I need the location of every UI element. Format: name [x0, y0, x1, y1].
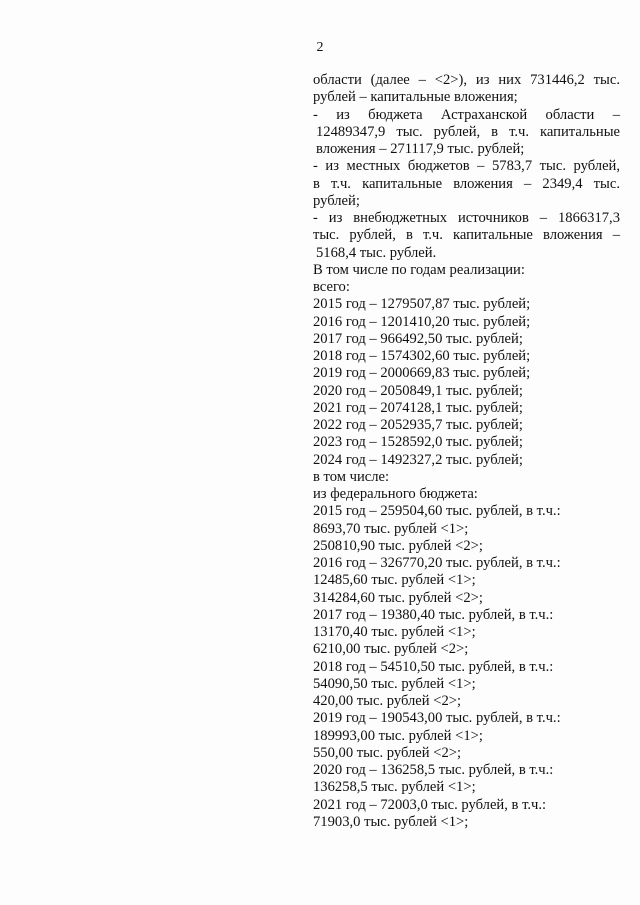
text-line: 2016 год – 1201410,20 тыс. рублей; [313, 313, 531, 330]
text-line: тыс. рублей, в т.ч. капитальные вложения – [313, 227, 620, 244]
text-line: - из местных бюджетов – 5783,7 тыс. рублей, [313, 158, 620, 175]
text-line: 54090,50 тыс. рублей <1>; [313, 675, 476, 692]
text-line: 2015 год – 259504,60 тыс. рублей, в т.ч.: [313, 503, 561, 520]
text-line: рублей – капитальные вложения; [313, 89, 518, 106]
text-line: - из бюджета Астраханской области – [313, 106, 620, 123]
text-line: в том числе: [313, 468, 390, 485]
text-line: рублей; [313, 192, 360, 209]
text-line: 189993,00 тыс. рублей <1>; [313, 727, 483, 744]
text-line: 8693,70 тыс. рублей <1>; [313, 520, 469, 537]
text-line: 2020 год – 2050849,1 тыс. рублей; [313, 382, 523, 399]
text-line: 2022 год – 2052935,7 тыс. рублей; [313, 417, 523, 433]
text-line: 250810,90 тыс. рублей <2>; [313, 537, 483, 554]
text-line: 2023 год – 1528592,0 тыс. рублей; [313, 434, 523, 451]
text-line: 2024 год – 1492327,2 тыс. рублей; [313, 451, 523, 468]
text-line: 2018 год – 54510,50 тыс. рублей, в т.ч.: [313, 658, 554, 675]
text-line: 12489347,9 тыс. рублей, в т.ч. капитальные [316, 123, 620, 140]
text-line: вложения – 271117,9 тыс. рублей; [316, 141, 525, 157]
text-line: 136258,5 тыс. рублей <1>; [313, 779, 476, 796]
text-line: 2019 год – 190543,00 тыс. рублей, в т.ч.: [313, 710, 561, 727]
text-line: 2019 год – 2000669,83 тыс. рублей; [313, 365, 531, 382]
text-line: 13170,40 тыс. рублей <1>; [313, 624, 476, 640]
text-line: 2020 год – 136258,5 тыс. рублей, в т.ч.: [313, 762, 554, 778]
text-line: 2017 год – 19380,40 тыс. рублей, в т.ч.: [313, 606, 554, 623]
text-line: 12485,60 тыс. рублей <1>; [313, 572, 476, 589]
text-line: 2017 год – 966492,50 тыс. рублей; [313, 330, 523, 347]
text-line: 550,00 тыс. рублей <2>; [313, 744, 462, 761]
text-line: 2018 год – 1574302,60 тыс. рублей; [313, 348, 531, 364]
text-line: 420,00 тыс. рублей <2>; [313, 693, 462, 709]
text-line: 71903,0 тыс. рублей <1>; [313, 813, 469, 830]
text-line: - из внебюджетных источников – 1866317,3 [313, 210, 620, 226]
text-line: всего: [313, 279, 350, 295]
text-line: 2021 год – 72003,0 тыс. рублей, в т.ч.: [313, 796, 547, 813]
text-line: из федерального бюджета: [313, 486, 478, 502]
text-line: В том числе по годам реализации: [313, 261, 525, 278]
text-line: области (далее – <2>), из них 731446,2 тыс. [313, 72, 620, 88]
text-line: 2016 год – 326770,20 тыс. рублей, в т.ч.: [313, 555, 561, 571]
page-number: 2 [316, 40, 324, 55]
text-line: 2021 год – 2074128,1 тыс. рублей; [313, 399, 523, 416]
text-line: 2015 год – 1279507,87 тыс. рублей; [313, 296, 531, 313]
text-line: 314284,60 тыс. рублей <2>; [313, 589, 483, 606]
text-line: 6210,00 тыс. рублей <2>; [313, 641, 469, 658]
document-body [313, 72, 620, 831]
text-line: 5168,4 тыс. рублей. [316, 244, 437, 261]
text-line: в т.ч. капитальные вложения – 2349,4 тыс. [313, 175, 620, 192]
